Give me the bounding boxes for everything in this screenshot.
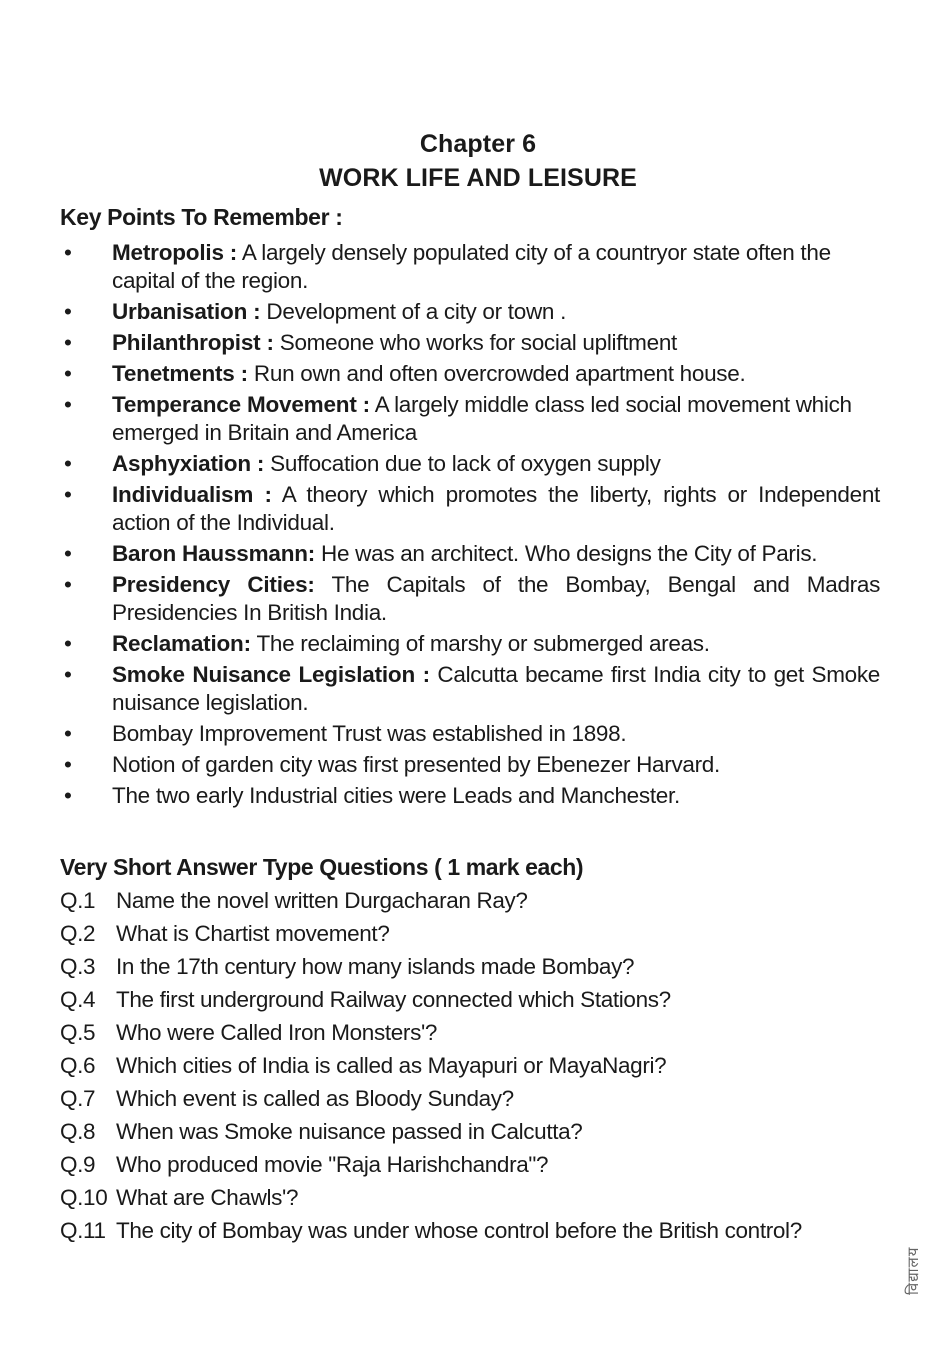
key-point-body [112,661,880,717]
key-point-term: Reclamation: [112,630,251,656]
bullet-icon: • [64,329,72,355]
bullet-icon: • [64,298,72,324]
question-number: Q.7 [60,1086,96,1112]
key-point-term: Individualism : [112,481,272,507]
key-point-item [60,571,880,627]
key-point-definition: A largely middle class led social movement which emerged in Britain and America [112,391,852,445]
question-number: Q.2 [60,920,96,946]
question-item [60,1016,880,1049]
key-point-definition: Suffocation due to lack of oxygen supply [270,450,661,476]
page-watermark: विद्यालय [905,1246,922,1295]
question-text: Who produced movie "Raja Harishchandra"? [116,1152,549,1178]
question-text: What is Chartist movement? [116,920,390,946]
key-point-definition: A theory which promotes the liberty, rights or Independent action of the Individual. [112,481,880,535]
key-point-definition: The Capitals of the Bombay, Bengal and Madras Presidencies In British India. [112,571,881,625]
key-point-term: Temperance Movement : [112,391,370,417]
key-point-term: Metropolis : [112,239,238,265]
question-text: The city of Bombay was under whose control before the British control? [116,1218,802,1244]
question-number: Q.5 [60,1020,96,1046]
bullet-icon: • [64,782,72,808]
key-point-term: Philanthropist : [112,329,274,355]
question-text: Name the novel written Durgacharan Ray? [116,887,528,913]
question-number: Q.4 [60,986,96,1012]
key-point-item [60,450,880,478]
key-point-term: Presidency Cities: [112,571,315,597]
key-point-body [112,541,817,566]
bullet-icon: • [64,751,72,777]
bullet-icon: • [64,239,72,265]
key-point-term: Asphyxiation : [112,450,265,476]
question-number: Q.11 [60,1218,106,1244]
question-item [60,1181,880,1214]
bullet-icon: • [64,450,72,476]
key-point-definition: The reclaiming of marshy or submerged areas. [256,630,710,656]
question-item [60,983,880,1016]
bullet-icon: • [64,360,72,386]
key-point-body [112,451,661,476]
question-number: Q.8 [60,1119,96,1145]
key-point-body [112,330,677,355]
key-point-body [112,240,831,293]
section-spacer [60,813,880,851]
bullet-icon: • [64,630,72,656]
key-point-body [112,752,720,777]
bullet-icon: • [64,481,72,507]
question-item [60,1049,880,1082]
question-text: In the 17th century how many islands made Bombay? [116,953,635,979]
key-point-item [60,298,880,326]
key-point-definition: Run own and often overcrowded apartment house. [253,360,746,386]
bullet-icon: • [64,391,72,417]
key-point-body [112,299,566,324]
key-point-definition: Someone who works for social upliftment [279,329,677,355]
key-point-item [60,782,880,810]
bullet-icon: • [64,720,72,746]
key-point-definition: Notion of garden city was first presented by Ebenezer Harvard. [112,751,720,777]
bullet-icon: • [64,661,72,687]
key-point-item [60,720,880,748]
question-item [60,1082,880,1115]
question-text: The first underground Railway connected which Stations? [116,986,671,1012]
key-point-body [112,361,745,386]
key-point-item [60,391,880,447]
question-text: Who were Called Iron Monsters'? [116,1020,438,1046]
key-point-definition: Bombay Improvement Trust was established in 1898. [112,720,627,746]
question-item [60,1214,880,1247]
key-point-item [60,329,880,357]
question-number: Q.9 [60,1152,96,1178]
key-point-definition: A largely densely populated city of a countryor state often the capital of the region. [112,239,831,293]
key-point-body [112,631,710,656]
question-text: What are Chawls'? [116,1185,299,1211]
key-point-body [112,721,626,746]
question-item [60,1115,880,1148]
key-point-body [112,481,880,537]
question-number: Q.1 [60,887,96,913]
key-point-definition: Calcutta became first India city to get Smoke nuisance legislation. [112,661,881,715]
key-point-item [60,751,880,779]
key-point-item [60,360,880,388]
key-point-body [112,392,852,445]
question-text: Which event is called as Bloody Sunday? [116,1086,514,1112]
question-item [60,884,880,917]
key-point-term: Smoke Nuisance Legislation : [112,661,430,687]
key-point-definition: Development of a city or town . [266,298,567,324]
key-point-definition: The two early Industrial cities were Leads and Manchester. [112,782,680,808]
key-points-list [60,239,880,810]
question-text: When was Smoke nuisance passed in Calcutta? [116,1119,583,1145]
key-point-item [60,630,880,658]
bullet-icon: • [64,571,72,597]
question-item [60,1148,880,1181]
key-point-item [60,540,880,568]
document-content [60,128,880,1247]
key-point-item [60,239,880,295]
page-subtitle: WORK LIFE AND LEISURE [319,163,637,192]
key-point-body [112,571,880,627]
bullet-icon: • [64,540,72,566]
question-text: Which cities of India is called as Mayapuri or MayaNagri? [116,1053,667,1079]
key-point-body [112,783,680,808]
key-point-item [60,661,880,717]
key-point-definition: He was an architect. Who designs the City of Paris. [321,540,818,566]
question-item [60,917,880,950]
key-point-term: Baron Haussmann: [112,540,316,566]
question-number: Q.10 [60,1185,108,1211]
questions-list [60,884,880,1248]
question-number: Q.3 [60,953,96,979]
question-number: Q.6 [60,1053,96,1079]
key-point-term: Urbanisation : [112,298,261,324]
key-points-heading: Key Points To Remember : [60,204,343,231]
question-item [60,950,880,983]
questions-heading: Very Short Answer Type Questions ( 1 mark each) [60,853,584,880]
key-point-item [60,481,880,537]
key-point-term: Tenetments : [112,360,248,386]
page-title: Chapter 6 [419,130,537,158]
